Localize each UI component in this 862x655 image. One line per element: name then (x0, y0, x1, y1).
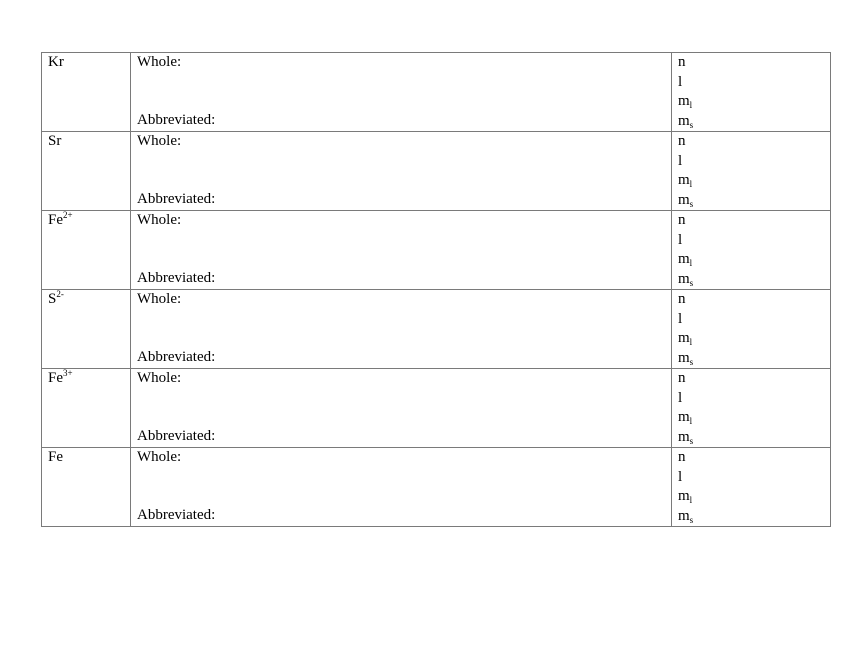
quantum-l: l (678, 389, 683, 406)
whole-label: Whole: (137, 133, 182, 149)
abbreviated-label: Abbreviated: (137, 112, 216, 128)
quantum-numbers-cell[interactable] (672, 290, 831, 369)
quantum-l: l (678, 310, 683, 327)
configuration-cell[interactable] (131, 211, 672, 290)
quantum-l: l (678, 73, 683, 90)
quantum-ms: $m_s$ (678, 428, 694, 446)
quantum-ms: $m_s$ (678, 349, 694, 367)
whole-label: Whole: (137, 212, 182, 228)
element-symbol: Fe (48, 449, 63, 465)
element-symbol: Kr (48, 54, 64, 70)
quantum-ml: $m_l$ (678, 93, 693, 110)
whole-label: Whole: (137, 449, 182, 465)
quantum-ml: $m_l$ (678, 251, 693, 268)
quantum-n: n (678, 54, 686, 70)
configuration-cell[interactable] (131, 53, 672, 132)
quantum-n: n (678, 212, 686, 228)
quantum-numbers-cell[interactable] (672, 132, 831, 211)
quantum-ml: $m_l$ (678, 409, 693, 426)
element-symbol: Fe (48, 370, 63, 386)
abbreviated-label: Abbreviated: (137, 270, 216, 286)
element-cell (42, 211, 131, 290)
quantum-numbers-cell[interactable] (672, 53, 831, 132)
configuration-cell[interactable] (131, 290, 672, 369)
abbreviated-label: Abbreviated: (137, 191, 216, 207)
element-cell (42, 369, 131, 448)
element-symbol: Sr (48, 133, 62, 149)
element-cell (42, 53, 131, 132)
element-cell (42, 290, 131, 369)
table-row (42, 132, 831, 211)
quantum-ml: $m_l$ (678, 172, 693, 189)
abbreviated-label: Abbreviated: (137, 349, 216, 365)
element-cell (42, 132, 131, 211)
configuration-cell[interactable] (131, 448, 672, 527)
quantum-ms: $m_s$ (678, 112, 694, 130)
quantum-l: l (678, 231, 683, 248)
quantum-n: n (678, 449, 686, 465)
quantum-n: n (678, 370, 686, 386)
element-symbol: S (48, 291, 57, 307)
table-row (42, 290, 831, 369)
ion-charge: 3+ (63, 368, 73, 378)
quantum-ml: $m_l$ (678, 488, 693, 505)
table-body (42, 53, 831, 527)
abbreviated-label: Abbreviated: (137, 507, 216, 523)
whole-label: Whole: (137, 54, 182, 70)
quantum-ms: $m_s$ (678, 270, 694, 288)
element-symbol: Fe (48, 212, 63, 228)
table-row (42, 369, 831, 448)
ion-charge: 2- (56, 289, 64, 299)
configuration-cell[interactable] (131, 369, 672, 448)
quantum-l: l (678, 152, 683, 169)
electron-configuration-table (41, 52, 831, 527)
element-cell (42, 448, 131, 527)
ion-charge: 2+ (63, 210, 73, 220)
quantum-n: n (678, 291, 686, 307)
quantum-ms: $m_s$ (678, 191, 694, 209)
whole-label: Whole: (137, 291, 182, 307)
whole-label: Whole: (137, 370, 182, 386)
quantum-n: n (678, 133, 686, 149)
quantum-numbers-cell[interactable] (672, 448, 831, 527)
quantum-numbers-cell[interactable] (672, 369, 831, 448)
abbreviated-label: Abbreviated: (137, 428, 216, 444)
table-row (42, 448, 831, 527)
quantum-numbers-cell[interactable] (672, 211, 831, 290)
quantum-ml: $m_l$ (678, 330, 693, 347)
configuration-cell[interactable] (131, 132, 672, 211)
table-row (42, 53, 831, 132)
table-row (42, 211, 831, 290)
quantum-ms: $m_s$ (678, 507, 694, 525)
quantum-l: l (678, 468, 683, 485)
